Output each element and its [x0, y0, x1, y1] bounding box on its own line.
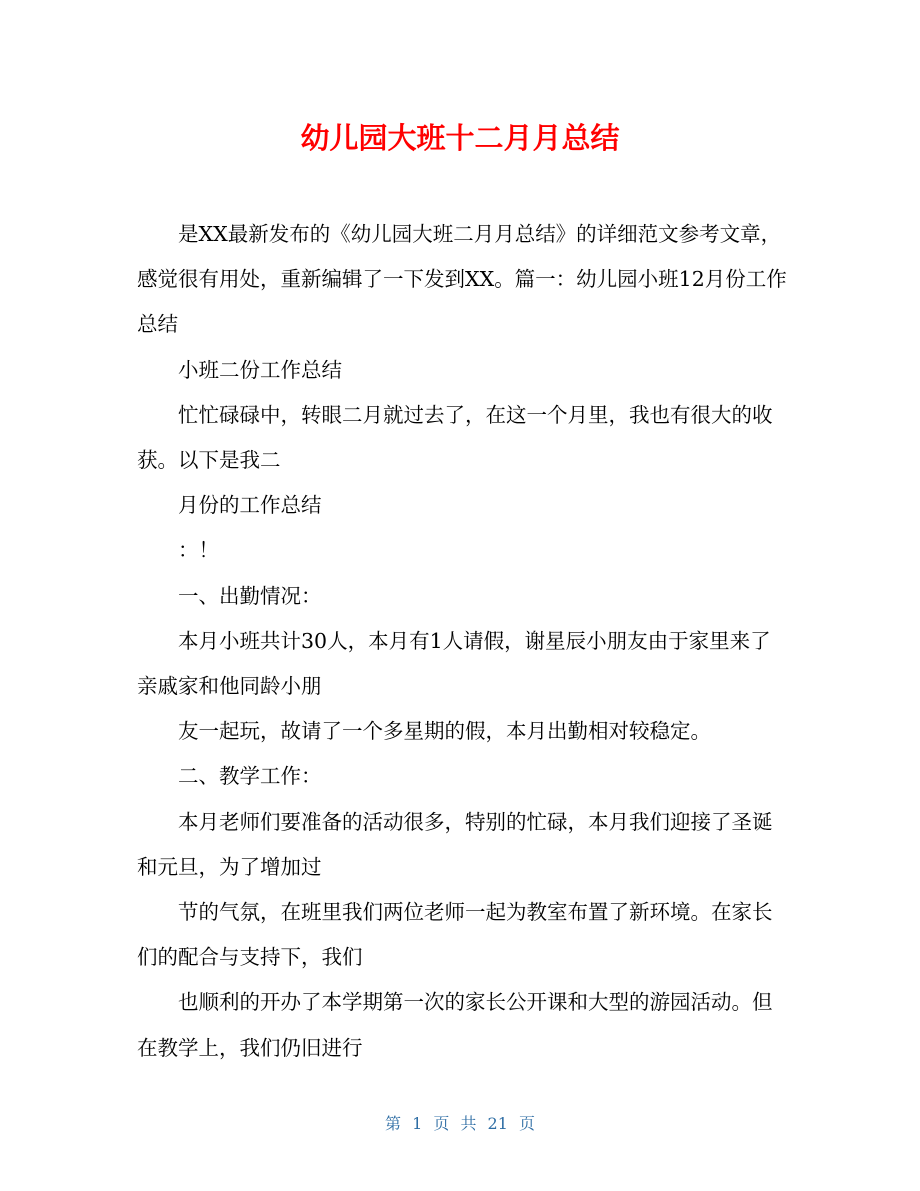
- paragraph: 忙忙碌碌中，转眼二月就过去了，在这一个月里，我也有很大的收获。以下是我二: [137, 402, 773, 473]
- paragraph-subtitle: 小班二份工作总结: [178, 357, 342, 382]
- section-heading-attendance: 一、出勤情况：: [178, 583, 322, 608]
- document-title: 幼儿园大班十二月月总结: [300, 121, 620, 155]
- paragraph-intro: 是XX最新发布的《幼儿园大班二月月总结》的详细范文参考文章，感觉很有用处，重新编辑了一下发到XX。篇一：幼儿园小班12月份工作总结: [137, 222, 787, 337]
- paragraph: 也顺利的开办了本学期第一次的家长公开课和大型的游园活动。但在教学上，我们仍旧进行: [137, 990, 773, 1060]
- paragraph: 本月老师们要准备的活动很多，特别的忙碌，本月我们迎接了圣诞和元旦，为了增加过: [137, 809, 773, 879]
- paragraph: 节的气氛，在班里我们两位老师一起为教室布置了新环境。在家长们的配合与支持下，我们: [137, 900, 773, 970]
- section-heading-teaching: 二、教学工作：: [178, 764, 322, 789]
- paragraph: 本月小班共计30人，本月有1人请假，谢星辰小朋友由于家里来了亲戚家和他同龄小朋: [137, 628, 771, 699]
- paragraph: ：！: [178, 538, 219, 563]
- page-number-footer: 第 1 页 共 21 页: [385, 1114, 535, 1133]
- paragraph: 月份的工作总结: [178, 493, 322, 518]
- document-body: [137, 212, 787, 1071]
- paragraph: 友一起玩，故请了一个多星期的假，本月出勤相对较稳定。: [178, 719, 711, 744]
